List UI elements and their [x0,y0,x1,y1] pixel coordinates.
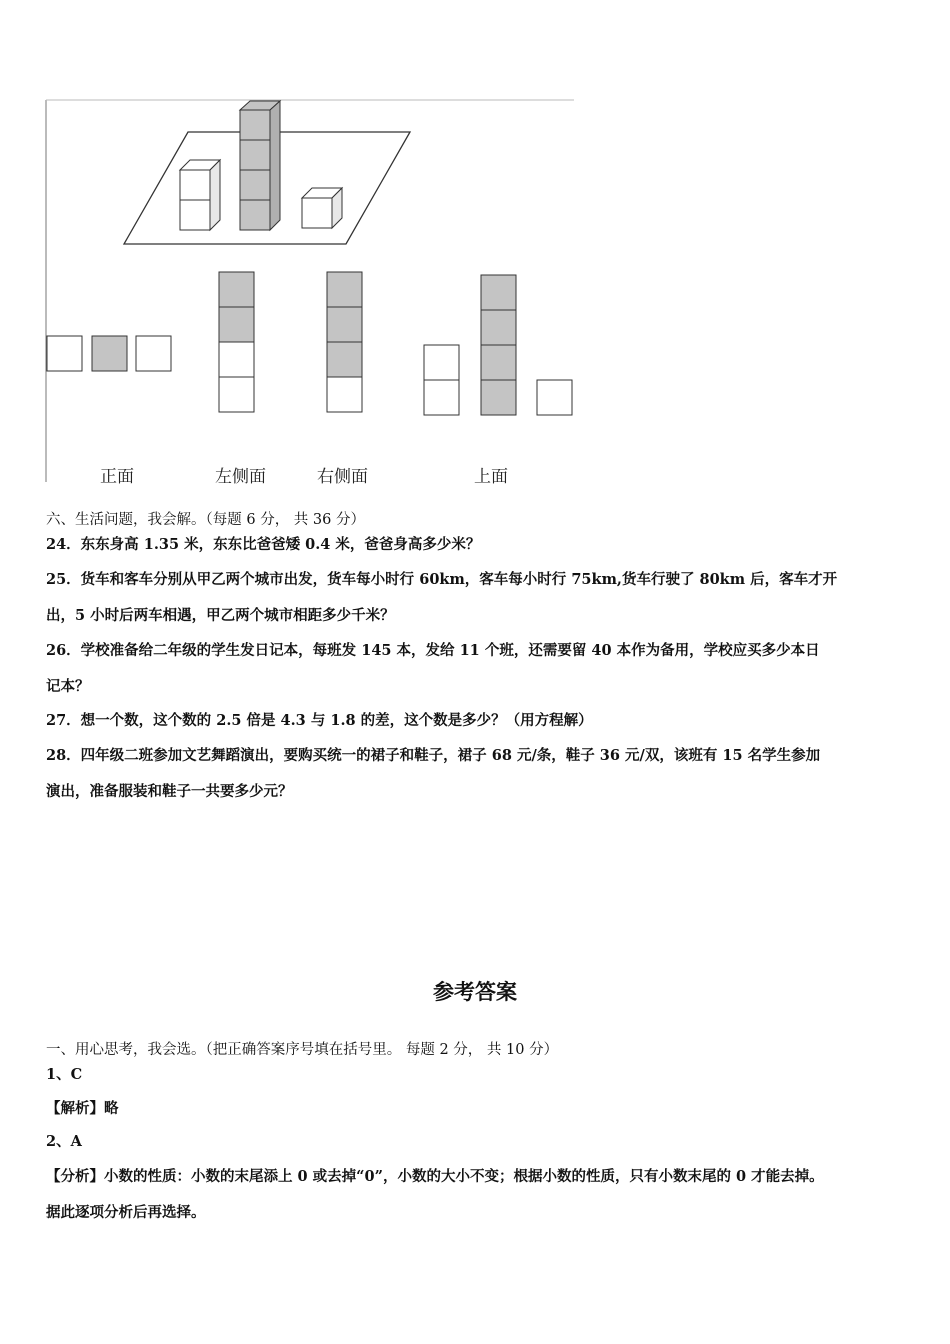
label-right-view: 右侧面 [317,467,368,487]
question-27: 27．想一个数，这个数的 2.5 倍是 4.3 与 1.8 的差，这个数是多少？（用方程解） [46,712,593,729]
label-left-view: 左侧面 [215,467,266,487]
cube-single-right [302,188,342,228]
question-26-line2: 记本？ [46,678,90,695]
cube-figure-svg [40,96,580,486]
cube-stack-left [180,160,220,230]
right-side-view [327,272,362,412]
top-view [424,275,572,415]
answer-1-note: 【解析】略 [46,1100,119,1117]
question-25-line1: 25．货车和客车分别从甲乙两个城市出发，货车每小时行 60km，客车每小时行 75km,货车行驶了 80km 后，客车才开 [46,571,838,588]
question-28-line2: 演出，准备服装和鞋子一共要多少元？ [46,783,293,800]
question-24: 24．东东身高 1.35 米，东东比爸爸矮 0.4 米，爸爸身高多少米？ [46,536,481,553]
answer-2: 2、A [46,1133,82,1150]
question-26-line1: 26．学校准备给二年级的学生发日记本，每班发 145 本，发给 11 个班，还需要留 40 本作为备用，学校应买多少本日 [46,642,820,659]
answer-2-note-line1: 【分析】小数的性质：小数的末尾添上 0 或去掉“0”，小数的大小不变；根据小数的性质，只有小数末尾的 0 才能去掉。 [46,1168,824,1185]
cube-views-figure [40,96,580,486]
label-top-view: 上面 [474,467,508,487]
section6-heading: 六、生活问题，我会解。（每题 6 分， 共 36 分） [46,512,365,528]
answers-section1-heading: 一、用心思考，我会选。（把正确答案序号填在括号里。 每题 2 分， 共 10 分） [46,1042,559,1058]
answers-title: 参考答案 [433,980,517,1004]
label-front-view: 正面 [100,467,134,487]
cube-stack-middle [240,101,280,230]
answer-2-note-line2: 据此逐项分析后再选择。 [46,1204,206,1221]
answer-1: 1、C [46,1066,83,1083]
front-view [47,336,171,371]
question-28-line1: 28．四年级二班参加文艺舞蹈演出，要购买统一的裙子和鞋子，裙子 68 元/条，鞋子 36 元/双，该班有 15 名学生参加 [46,747,821,764]
left-side-view [219,272,254,412]
question-25-line2: 出，5 小时后两车相遇，甲乙两个城市相距多少千米？ [46,607,395,624]
